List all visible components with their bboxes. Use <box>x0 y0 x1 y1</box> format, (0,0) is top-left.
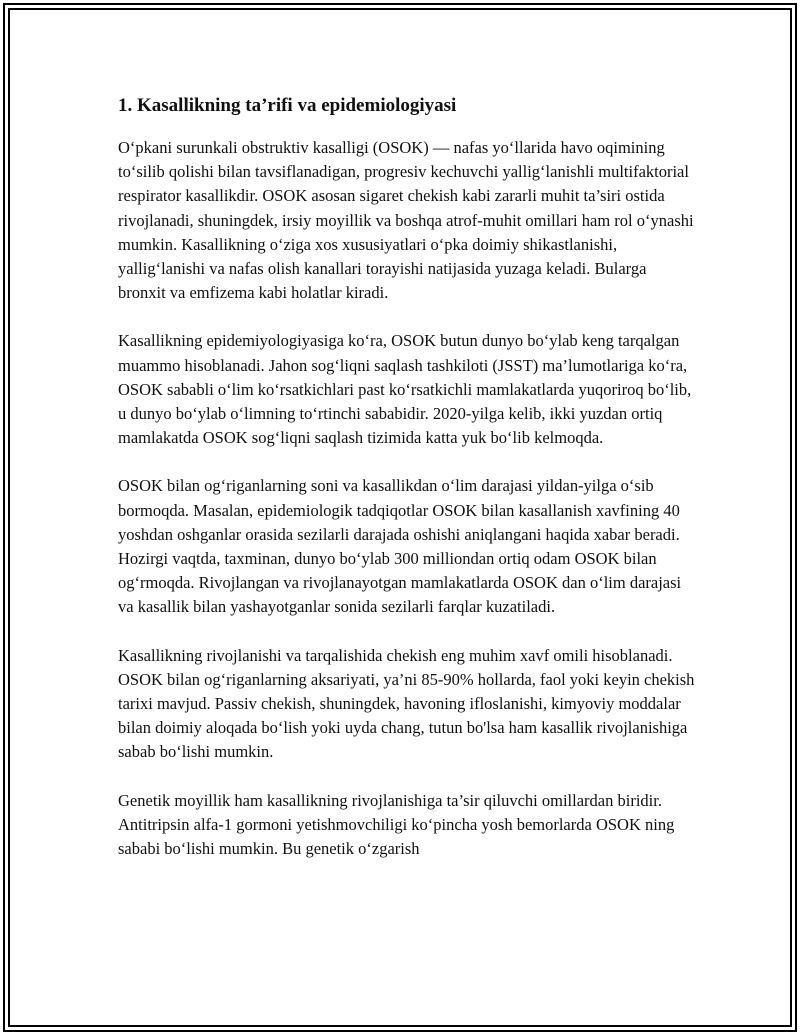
paragraph-genetics: Genetik moyillik ham kasallikning rivojlanishiga ta’sir qiluvchi omillardan biridir. Antitripsin alfa-1 gormoni yetishmovchiligi ko‘pincha yosh bemorlarda OSOK ning sababi bo‘lishi mumkin. Bu genetik o‘zgarish <box>118 790 675 859</box>
document-body <box>118 92 698 885</box>
paragraph-prevalence: OSOK bilan og‘riganlarning soni va kasallikdan o‘lim darajasi yildan-yilga o‘sib bormoqda. Masalan, epidemiologik tadqiqotlar OSOK bilan kasallanish xavfining 40 yoshdan oshganlar orasida sezilarli darajada oshishi aniqlangani haqida xabar beradi. Hozirgi vaqtda, taxminan, dunyo bo‘ylab 300 milliondan ortiq odam OSOK bilan og‘rmoqda. Rivojlangan va rivojlanayotgan mamlakatlarda OSOK dan o‘lim darajasi va kasallik bilan yashayotganlar sonida sezilarli farqlar kuzatiladi. <box>118 476 682 617</box>
paragraph-definition: O‘pkani surunkali obstruktiv kasalligi (OSOK) — nafas yo‘llarida havo oqimining to‘silib qolishi bilan tavsiflanadigan, progresiv kechuvchi yallig‘lanishli multifaktorial respirator kasallikdir. OSOK asosan sigaret chekish kabi zararli muhit ta’siri ostida rivojlanadi, shuningdek, irsiy moyillik va boshqa atrof-muhit omillari ham rol o‘ynashi mumkin. Kasallikning o‘ziga xos xususiyatlari o‘pka doimiy shikastlanishi, yallig‘lanishi va nafas olish kanallari torayishi natijasida yuzaga keladi. Bularga bronxit va emfizema kabi holatlar kiradi. <box>118 138 694 303</box>
paragraph-epidemiology: Kasallikning epidemiyologiyasiga ko‘ra, OSOK butun dunyo bo‘ylab keng tarqalgan muammo hisoblanadi. Jahon sog‘liqni saqlash tashkiloti (JSST) ma’lumotlariga ko‘ra, OSOK sababli o‘lim ko‘rsatkichlari past ko‘rsatkichli mamlakatlarda yuqoriroq bo‘lib, u dunyo bo‘ylab o‘limning to‘rtinchi sababidir. 2020-yilga kelib, ikki yuzdan ortiq mamlakatda OSOK sog‘liqni saqlash tizimida katta yuk bo‘lib kelmoqda. <box>118 331 692 448</box>
section-heading: 1. Kasallikning ta’rifi va epidemiologiyasi <box>118 95 457 116</box>
paragraph-risk-factors: Kasallikning rivojlanishi va tarqalishida chekish eng muhim xavf omili hisoblanadi. OSOK bilan og‘riganlarning aksariyati, ya’ni 85-90% hollarda, faol yoki keyin chekish tarixi mavjud. Passiv chekish, shuningdek, havoning ifloslanishi, kimyoviy moddalar bilan doimiy aloqada bo‘lish yoki uyda chang, tutun bo'lsa ham kasallik rivojlanishiga sabab bo‘lishi mumkin. <box>118 645 695 762</box>
